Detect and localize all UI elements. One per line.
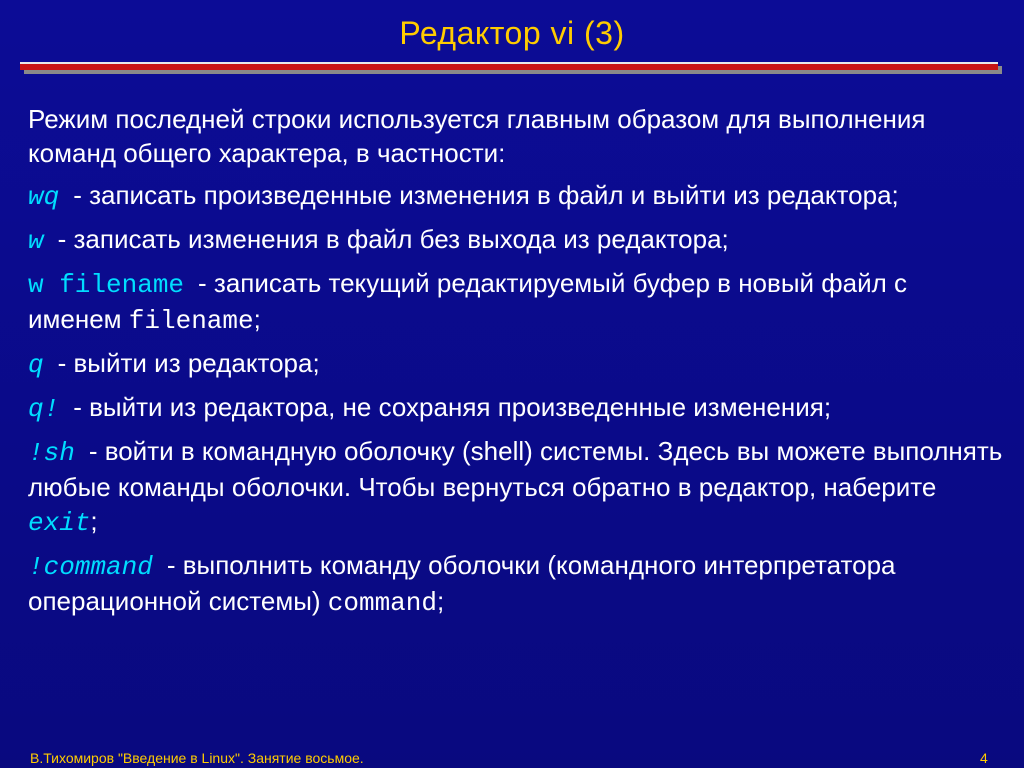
command-argument: filename	[128, 306, 254, 336]
command-description: - записать изменения в файл без выхода из редактора;	[57, 224, 729, 254]
command-item-q	[28, 346, 1003, 382]
command-item-q-bang	[28, 390, 1003, 426]
command-item-command	[28, 548, 1003, 620]
command-end: ;	[436, 586, 445, 616]
command-argument: command	[327, 588, 437, 618]
footer-page-number: 4	[980, 750, 988, 766]
command-name: w filename	[28, 270, 185, 300]
command-argument: exit	[28, 508, 91, 538]
slide-content	[28, 102, 1003, 628]
command-description: - выполнить команду оболочки (командного интерпретатора операционной системы)	[28, 550, 896, 616]
command-name: q!	[28, 394, 60, 424]
command-end: ;	[253, 304, 261, 334]
command-item-w-filename	[28, 266, 1003, 338]
command-description: - выйти из редактора, не сохраняя произведенные изменения;	[73, 392, 832, 422]
command-description: - записать текущий редактируемый буфер в новый файл с именем	[28, 268, 908, 334]
command-name: wq	[28, 182, 60, 212]
command-name: !sh	[28, 438, 75, 468]
divider-bar	[20, 62, 998, 70]
command-item-w	[28, 222, 1003, 258]
slide-title: Редактор vi (3)	[399, 15, 625, 51]
command-name: w	[28, 226, 44, 256]
command-item-sh	[28, 434, 1003, 540]
command-description: - войти в командную оболочку (shell) системы. Здесь вы можете выполнять любые команды оболочки. Чтобы вернуться обратно в редактор, наберите	[28, 436, 1003, 502]
command-name: q	[28, 350, 44, 380]
command-description: - выйти из редактора;	[57, 348, 320, 378]
footer-author: В.Тихомиров "Введение в Linux". Занятие восьмое.	[30, 750, 364, 766]
intro-paragraph: Режим последней строки используется главным образом для выполнения команд общего характера, в частности:	[28, 104, 926, 168]
title-divider	[20, 62, 1002, 76]
command-end: ;	[90, 506, 98, 536]
command-name: !command	[28, 552, 153, 582]
command-description: - записать произведенные изменения в файл и выйти из редактора;	[73, 180, 899, 210]
command-item-wq	[28, 178, 1003, 214]
